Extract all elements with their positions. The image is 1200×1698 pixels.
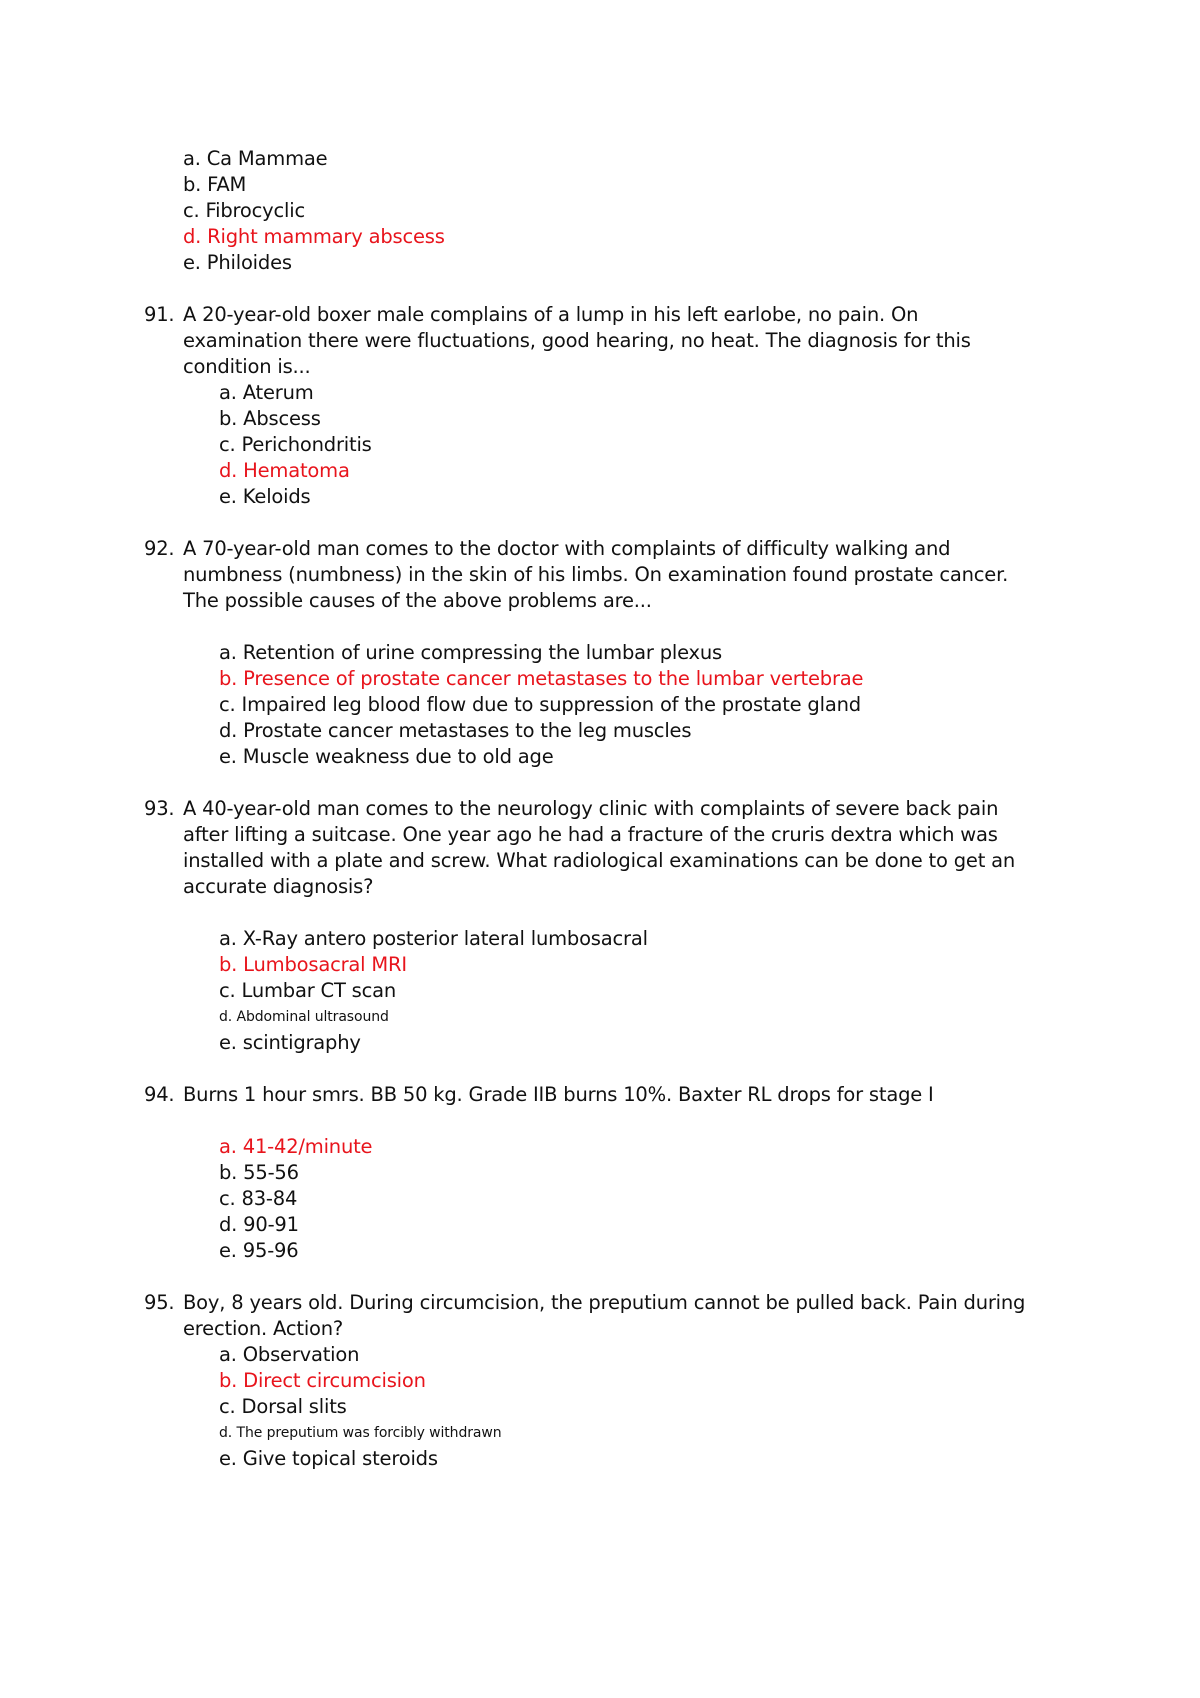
question-number: 91. (144, 303, 175, 326)
question-text: A 40-year-old man comes to the neurology clinic with complaints of severe back pain (183, 797, 999, 820)
option-a: a. X-Ray antero posterior lateral lumbosacral (219, 927, 648, 950)
option-a: a. Aterum (219, 381, 314, 404)
option-b: b. 55-56 (219, 1161, 299, 1184)
option-d: d. 90-91 (219, 1213, 299, 1236)
question-text: Burns 1 hour smrs. BB 50 kg. Grade IIB burns 10%. Baxter RL drops for stage I (183, 1083, 934, 1106)
option-b-answer: b. Direct circumcision (219, 1369, 426, 1392)
option-a-answer: a. 41-42/minute (219, 1135, 373, 1158)
prev-option-c: c. Fibrocyclic (183, 199, 305, 222)
question-text: A 70-year-old man comes to the doctor with complaints of difficulty walking and (183, 537, 951, 560)
question-text: condition is... (183, 355, 311, 378)
question-number: 94. (144, 1083, 175, 1106)
option-c: c. Lumbar CT scan (219, 979, 397, 1002)
option-c: c. Impaired leg blood flow due to suppression of the prostate gland (219, 693, 861, 716)
option-a: a. Observation (219, 1343, 360, 1366)
option-b: b. Abscess (219, 407, 321, 430)
prev-option-b: b. FAM (183, 173, 247, 196)
option-a: a. Retention of urine compressing the lumbar plexus (219, 641, 723, 664)
option-d-answer: d. Hematoma (219, 459, 350, 482)
option-b-answer: b. Presence of prostate cancer metastases to the lumbar vertebrae (219, 667, 864, 690)
question-number: 92. (144, 537, 175, 560)
question-number: 95. (144, 1291, 175, 1314)
question-text: A 20-year-old boxer male complains of a lump in his left earlobe, no pain. On (183, 303, 919, 326)
option-d: d. Abdominal ultrasound (219, 1009, 389, 1025)
question-number: 93. (144, 797, 175, 820)
prev-option-d-answer: d. Right mammary abscess (183, 225, 445, 248)
option-e: e. Give topical steroids (219, 1447, 438, 1470)
option-e: e. scintigraphy (219, 1031, 361, 1054)
option-c: c. Perichondritis (219, 433, 372, 456)
option-d: d. Prostate cancer metastases to the leg muscles (219, 719, 692, 742)
question-text: Boy, 8 years old. During circumcision, the preputium cannot be pulled back. Pain during (183, 1291, 1026, 1314)
prev-option-e: e. Philoides (183, 251, 292, 274)
question-text: The possible causes of the above problems are... (183, 589, 652, 612)
question-text: after lifting a suitcase. One year ago he had a fracture of the cruris dextra which was (183, 823, 998, 846)
question-text: numbness (numbness) in the skin of his limbs. On examination found prostate cancer. (183, 563, 1009, 586)
question-text: installed with a plate and screw. What radiological examinations can be done to get an (183, 849, 1016, 872)
option-e: e. Muscle weakness due to old age (219, 745, 554, 768)
option-b-answer: b. Lumbosacral MRI (219, 953, 407, 976)
option-c: c. 83-84 (219, 1187, 298, 1210)
question-text: erection. Action? (183, 1317, 344, 1340)
prev-option-a: a. Ca Mammae (183, 147, 328, 170)
question-text: accurate diagnosis? (183, 875, 374, 898)
option-d: d. The preputium was forcibly withdrawn (219, 1425, 502, 1441)
option-c: c. Dorsal slits (219, 1395, 347, 1418)
option-e: e. 95-96 (219, 1239, 299, 1262)
question-text: examination there were fluctuations, good hearing, no heat. The diagnosis for this (183, 329, 971, 352)
option-e: e. Keloids (219, 485, 311, 508)
